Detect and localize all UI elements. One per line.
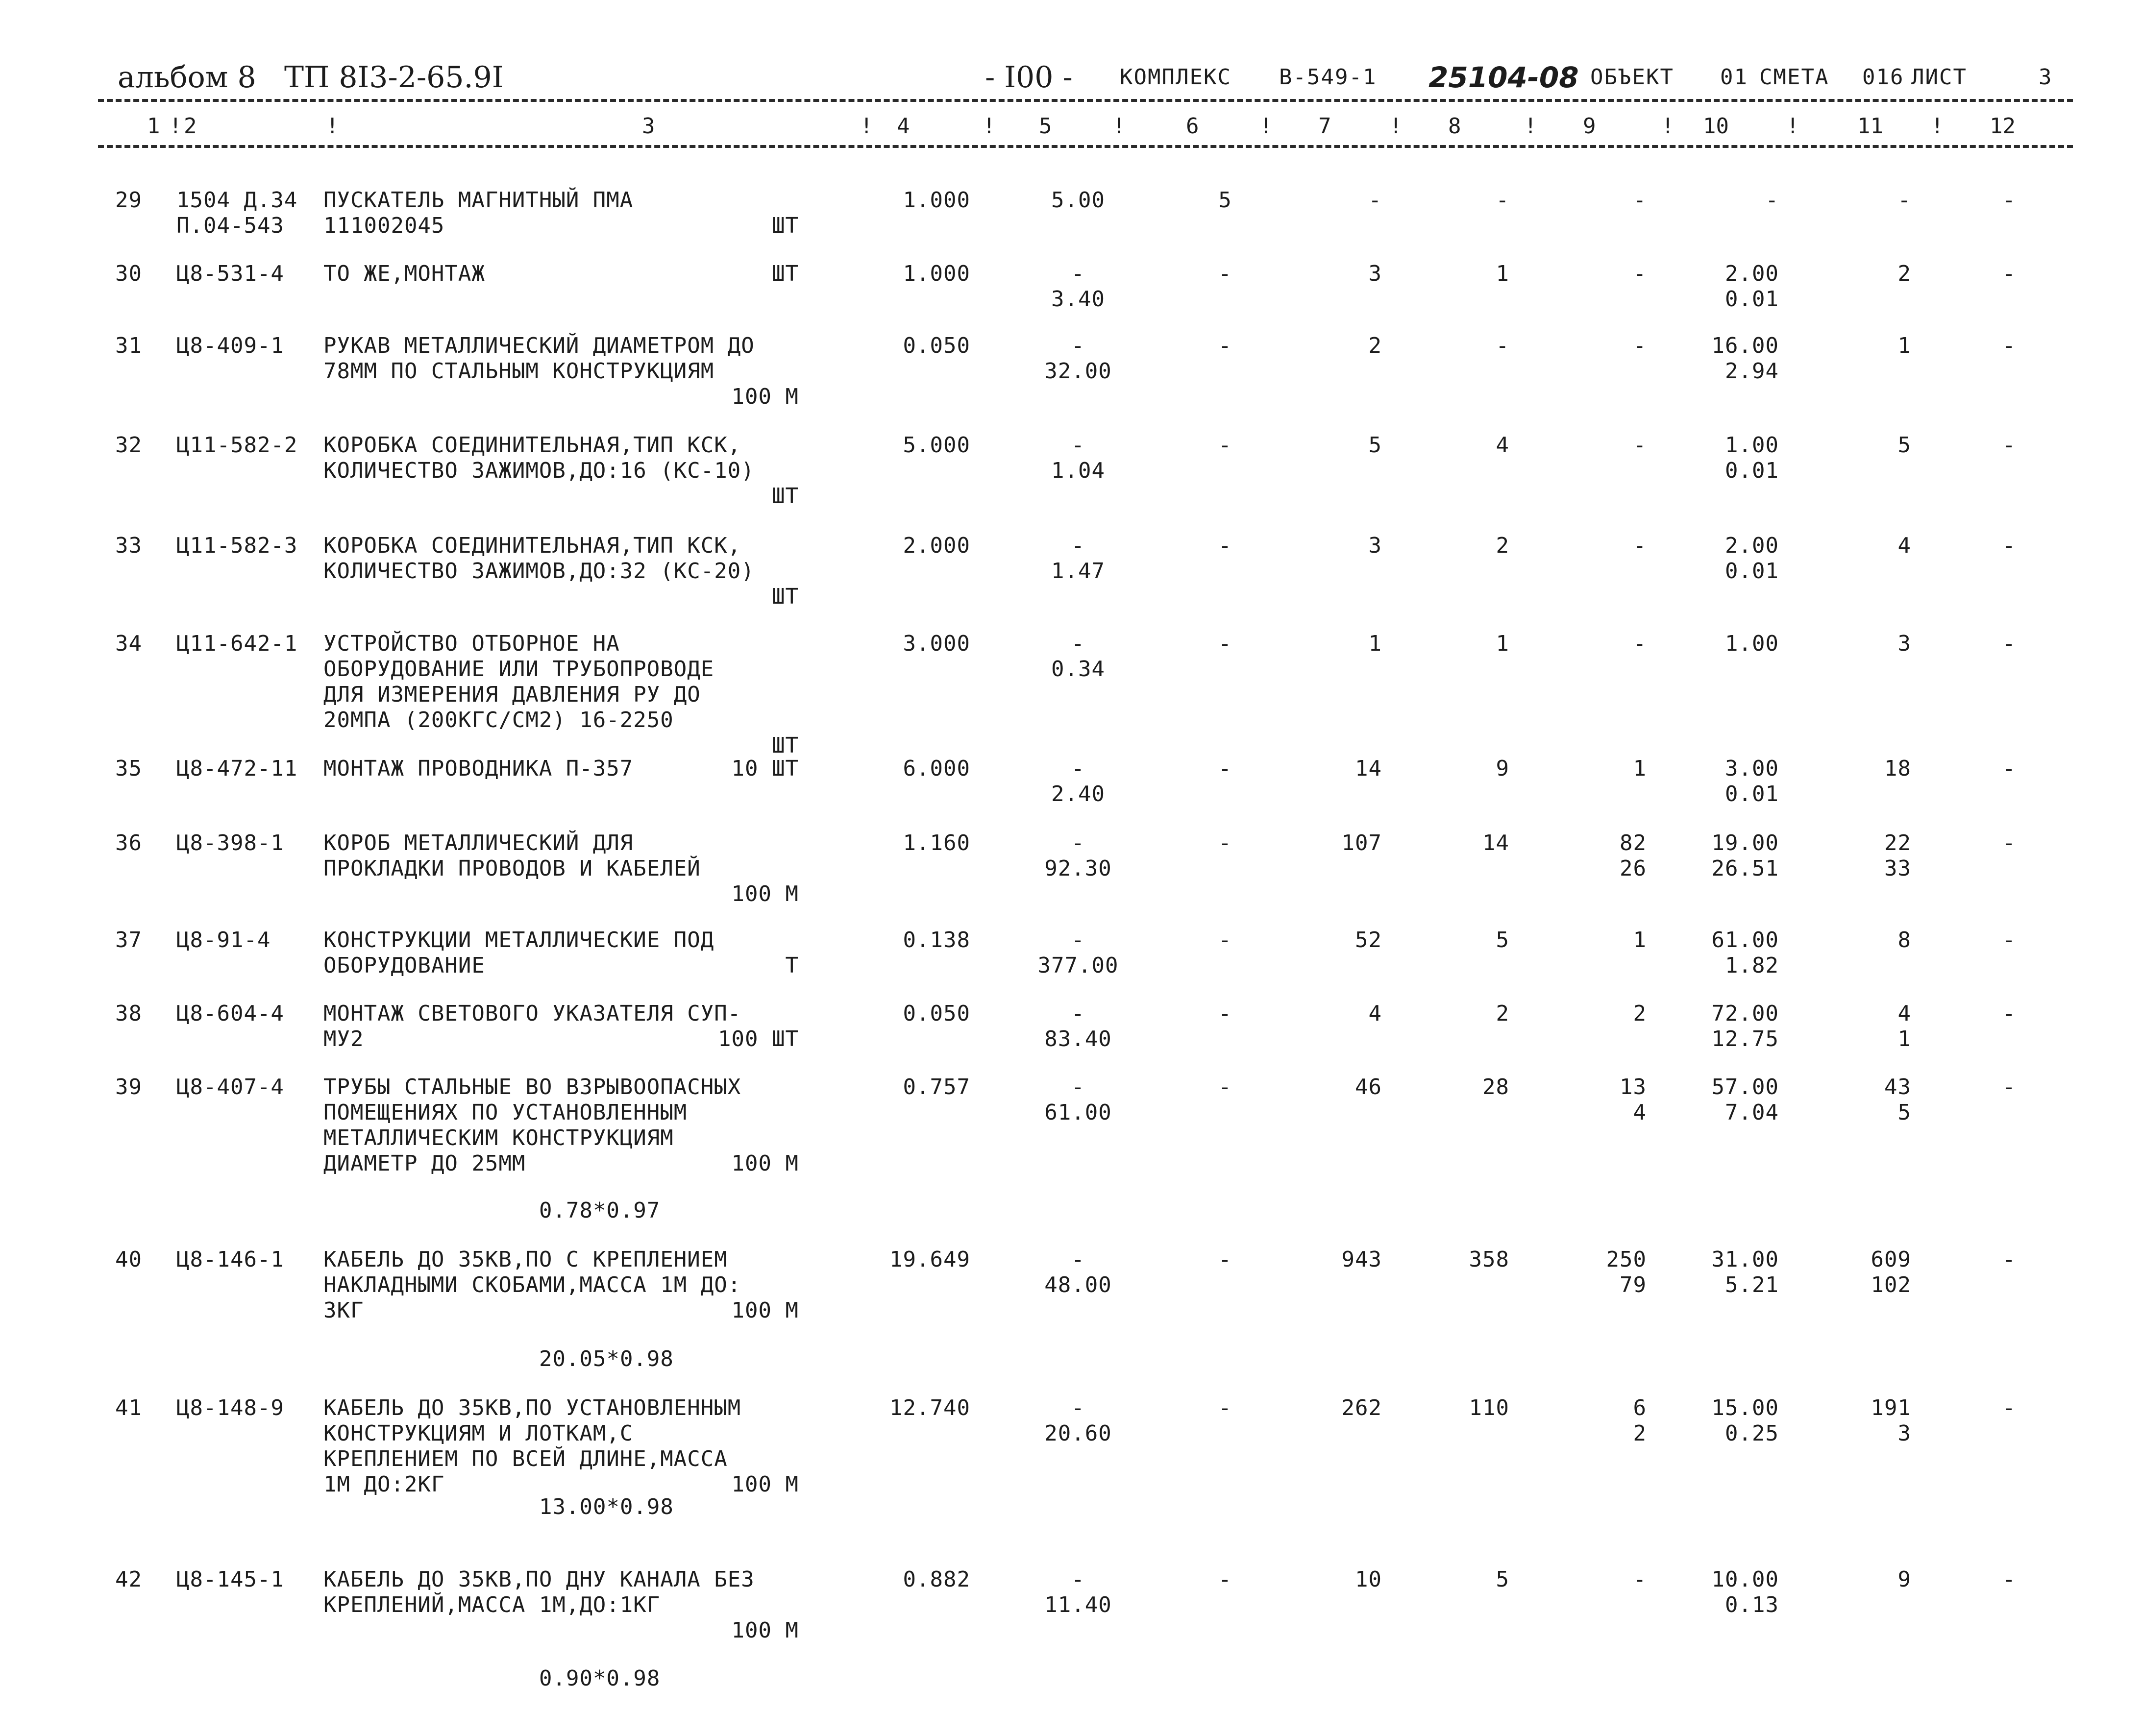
unit-price-wages: 1.04 (1051, 458, 1105, 483)
column-11-subvalue: 102 (1871, 1272, 1911, 1297)
column-11-subvalue: 1 (1897, 1027, 1911, 1051)
column-11-value: 191 (1871, 1395, 1911, 1420)
column-8-value: - (1496, 188, 1509, 213)
column-10-subvalue: 5.21 (1725, 1272, 1779, 1297)
row-number: 29 (115, 188, 142, 213)
item-description-line: 78ММ ПО СТАЛЬНЫМ КОНСТРУКЦИЯМ (323, 359, 714, 384)
resource-code: Ц8-146-1 (176, 1247, 284, 1272)
item-description-line: КАБЕЛЬ ДО 35КВ,ПО ДНУ КАНАЛА БЕЗ (323, 1567, 755, 1592)
column-7-value: 262 (1341, 1395, 1382, 1420)
column-number: 5 (1039, 114, 1052, 139)
column-6-value: - (1218, 831, 1232, 856)
item-description-line: КОРОБКА СОЕДИНИТЕЛЬНАЯ,ТИП КСК, (323, 533, 741, 558)
column-12-value: - (2002, 831, 2016, 856)
unit-price: - (1071, 1001, 1085, 1026)
column-9-value: 1 (1633, 928, 1647, 953)
item-description-line: МУ2 (323, 1027, 364, 1051)
unit-of-measure: 100 М (731, 881, 799, 906)
resource-code: Ц8-531-4 (176, 261, 284, 286)
column-6-value: - (1218, 1567, 1232, 1592)
column-8-value: 5 (1496, 928, 1509, 953)
object-label: ОБЪЕКТ (1590, 65, 1674, 90)
quantity-formula: 0.90*0.98 (539, 1666, 661, 1691)
item-description-line: КРЕПЛЕНИЕМ ПО ВСЕЙ ДЛИНЕ,МАССА (323, 1446, 728, 1471)
resource-code: Ц8-407-4 (176, 1075, 284, 1100)
resource-code: Ц8-398-1 (176, 831, 284, 856)
item-description-line: КОНСТРУКЦИЯМ И ЛОТКАМ,С (323, 1421, 634, 1446)
column-number: 12 (1990, 114, 2016, 139)
column-6-value: - (1218, 433, 1232, 458)
unit-of-measure: 100 М (731, 1618, 799, 1643)
column-9-value: 1 (1633, 756, 1647, 781)
column-12-value: - (2002, 1247, 2016, 1272)
item-description-line: КОНСТРУКЦИИ МЕТАЛЛИЧЕСКИЕ ПОД (323, 928, 714, 953)
item-description-line: 111002045 (323, 213, 445, 238)
estimate-label: СМЕТА (1759, 65, 1829, 90)
item-description-line: МЕТАЛЛИЧЕСКИМ КОНСТРУКЦИЯМ (323, 1125, 674, 1150)
column-10-subvalue: 0.25 (1725, 1421, 1779, 1446)
item-description-line: ТО ЖЕ,МОНТАЖ (323, 261, 485, 286)
row-number: 41 (115, 1395, 142, 1420)
column-separator: ! (1259, 114, 1273, 139)
unit-price-wages: 61.00 (1044, 1100, 1112, 1125)
column-6-value: - (1218, 928, 1232, 953)
quantity-formula: 20.05*0.98 (539, 1346, 674, 1371)
unit-price-wages: 48.00 (1044, 1272, 1112, 1297)
resource-code: Ц11-582-3 (176, 533, 298, 558)
unit-price: - (1071, 831, 1085, 856)
complex-label: КОМПЛЕКС (1120, 65, 1231, 90)
column-9-value: - (1633, 631, 1647, 656)
quantity-value: 5.000 (903, 433, 970, 458)
column-6-value: - (1218, 261, 1232, 286)
column-10-value: 61.00 (1711, 928, 1779, 953)
unit-of-measure: 100 М (731, 1298, 799, 1323)
item-description-line: КОЛИЧЕСТВО ЗАЖИМОВ,ДО:32 (КС-20) (323, 559, 755, 584)
column-10-subvalue: 0.13 (1725, 1592, 1779, 1617)
item-description-line: УСТРОЙСТВО ОТБОРНОЕ НА (323, 631, 620, 656)
sheet-value: 3 (2039, 65, 2053, 90)
unit-of-measure: ШТ (772, 213, 799, 238)
unit-price: - (1071, 1567, 1085, 1592)
quantity-value: 12.740 (889, 1395, 970, 1420)
unit-price: - (1071, 928, 1085, 953)
item-description-line: ОБОРУДОВАНИЕ ИЛИ ТРУБОПРОВОДЕ (323, 657, 714, 682)
column-6-value: - (1218, 333, 1232, 358)
unit-price-wages: 3.40 (1051, 287, 1105, 312)
resource-code: Ц8-148-9 (176, 1395, 284, 1420)
quantity-value: 6.000 (903, 756, 970, 781)
unit-of-measure: 10 ШТ (731, 756, 799, 781)
column-11-value: 43 (1884, 1075, 1911, 1100)
column-7-value: 5 (1368, 433, 1382, 458)
quantity-value: 19.649 (889, 1247, 970, 1272)
column-12-value: - (2002, 188, 2016, 213)
unit-price-wages: 2.40 (1051, 782, 1105, 807)
column-6-value: - (1218, 1001, 1232, 1026)
column-7-value: 107 (1341, 831, 1382, 856)
column-11-value: 1 (1897, 333, 1911, 358)
album-label: альбом 8 (118, 60, 256, 95)
row-number: 42 (115, 1567, 142, 1592)
column-7-value: 10 (1355, 1567, 1382, 1592)
column-10-value: 16.00 (1711, 333, 1779, 358)
unit-of-measure: 100 ШТ (718, 1027, 799, 1051)
column-11-value: 5 (1897, 433, 1911, 458)
column-10-subvalue: 0.01 (1725, 287, 1779, 312)
column-8-value: 5 (1496, 1567, 1509, 1592)
row-number: 39 (115, 1075, 142, 1100)
item-description-line: ДЛЯ ИЗМЕРЕНИЯ ДАВЛЕНИЯ РУ ДО (323, 682, 701, 707)
unit-price: - (1071, 1075, 1085, 1100)
column-10-value: 3.00 (1725, 756, 1779, 781)
quantity-value: 3.000 (903, 631, 970, 656)
column-8-value: 2 (1496, 1001, 1509, 1026)
column-10-value: 1.00 (1725, 433, 1779, 458)
column-11-subvalue: 5 (1897, 1100, 1911, 1125)
column-separator: ! (326, 114, 339, 139)
column-8-value: 28 (1482, 1075, 1509, 1100)
quantity-formula: 0.78*0.97 (539, 1198, 661, 1223)
item-description-line: КАБЕЛЬ ДО 35КВ,ПО УСТАНОВЛЕННЫМ (323, 1395, 741, 1420)
column-9-value: - (1633, 261, 1647, 286)
column-6-value: - (1218, 756, 1232, 781)
column-9-value: 82 (1620, 831, 1647, 856)
quantity-value: 0.757 (903, 1075, 970, 1100)
column-separator: ! (1524, 114, 1537, 139)
quantity-value: 0.050 (903, 1001, 970, 1026)
column-9-value: 13 (1620, 1075, 1647, 1100)
item-description-line: МОНТАЖ ПРОВОДНИКА П-357 (323, 756, 634, 781)
quantity-value: 1.000 (903, 188, 970, 213)
column-8-value: 14 (1482, 831, 1509, 856)
column-12-value: - (2002, 1567, 2016, 1592)
quantity-value: 2.000 (903, 533, 970, 558)
tp-code: ТП 8I3-2-65.9I (284, 60, 504, 95)
column-10-value: 2.00 (1725, 261, 1779, 286)
column-9-value: 6 (1633, 1395, 1647, 1420)
column-8-value: 4 (1496, 433, 1509, 458)
column-number: 9 (1583, 114, 1596, 139)
column-number: 11 (1857, 114, 1883, 139)
header-rule-top (98, 99, 2073, 102)
column-8-value: 1 (1496, 631, 1509, 656)
unit-of-measure: 100 М (731, 1151, 799, 1176)
column-8-value: 2 (1496, 533, 1509, 558)
column-7-value: 1 (1368, 631, 1382, 656)
quantity-value: 0.882 (903, 1567, 970, 1592)
column-7-value: 14 (1355, 756, 1382, 781)
column-12-value: - (2002, 928, 2016, 953)
complex-code: В-549-1 (1279, 65, 1377, 90)
column-6-value: - (1218, 1247, 1232, 1272)
quantity-value: 1.160 (903, 831, 970, 856)
unit-price: - (1071, 756, 1085, 781)
unit-price: - (1071, 333, 1085, 358)
unit-price-wages: 32.00 (1044, 359, 1112, 384)
unit-price-wages: 377.00 (1037, 953, 1119, 978)
sheet-label: ЛИСТ (1911, 65, 1967, 90)
resource-code: Ц11-582-2 (176, 433, 298, 458)
column-9-value: - (1633, 433, 1647, 458)
column-11-value: 9 (1897, 1567, 1911, 1592)
unit-price: - (1071, 1395, 1085, 1420)
column-10-subvalue: 0.01 (1725, 458, 1779, 483)
unit-of-measure: ШТ (772, 484, 799, 509)
row-number: 35 (115, 756, 142, 781)
quantity-value: 1.000 (903, 261, 970, 286)
unit-price: - (1071, 433, 1085, 458)
column-8-value: 110 (1469, 1395, 1509, 1420)
column-9-subvalue: 4 (1633, 1100, 1647, 1125)
unit-price: - (1071, 261, 1085, 286)
column-6-value: 5 (1218, 188, 1232, 213)
row-number: 31 (115, 333, 142, 358)
column-11-value: 609 (1871, 1247, 1911, 1272)
column-7-value: 943 (1341, 1247, 1382, 1272)
item-description-line: НАКЛАДНЫМИ СКОБАМИ,МАССА 1М ДО: (323, 1272, 741, 1297)
column-10-value: 57.00 (1711, 1075, 1779, 1100)
column-9-value: 2 (1633, 1001, 1647, 1026)
column-11-subvalue: 33 (1884, 856, 1911, 881)
column-separator: ! (1112, 114, 1126, 139)
column-number: 4 (897, 114, 910, 139)
column-11-value: 22 (1884, 831, 1911, 856)
unit-price-wages: 1.47 (1051, 559, 1105, 584)
column-9-value: - (1633, 533, 1647, 558)
column-9-value: 250 (1606, 1247, 1647, 1272)
column-9-value: - (1633, 188, 1647, 213)
handwritten-code: 25104-08 (1428, 61, 1579, 94)
column-7-value: 46 (1355, 1075, 1382, 1100)
column-separator: ! (169, 114, 182, 139)
item-description-line: ПУСКАТЕЛЬ МАГНИТНЫЙ ПМА (323, 188, 634, 213)
item-description-line: ДИАМЕТР ДО 25ММ (323, 1151, 526, 1176)
unit-price-wages: 0.34 (1051, 657, 1105, 682)
column-number: 8 (1448, 114, 1461, 139)
column-10-value: 31.00 (1711, 1247, 1779, 1272)
unit-of-measure: Т (785, 953, 799, 978)
page-number: - I00 - (985, 60, 1073, 95)
column-6-value: - (1218, 533, 1232, 558)
item-description-line: 20МПА (200КГС/СМ2) 16-2250 (323, 708, 674, 733)
item-description-line: КОЛИЧЕСТВО ЗАЖИМОВ,ДО:16 (КС-10) (323, 458, 755, 483)
column-11-value: 8 (1897, 928, 1911, 953)
column-12-value: - (2002, 1001, 2016, 1026)
column-7-value: 4 (1368, 1001, 1382, 1026)
item-description-line: ПРОКЛАДКИ ПРОВОДОВ И КАБЕЛЕЙ (323, 856, 701, 881)
column-number: 2 (184, 114, 197, 139)
column-9-subvalue: 26 (1620, 856, 1647, 881)
resource-code: Ц8-472-11 (176, 756, 298, 781)
column-12-value: - (2002, 261, 2016, 286)
column-8-value: 358 (1469, 1247, 1509, 1272)
column-separator: ! (983, 114, 996, 139)
resource-code: 1504 Д.34 (176, 188, 298, 213)
column-11-value: 4 (1897, 1001, 1911, 1026)
column-11-value: 3 (1897, 631, 1911, 656)
header-rule-bottom (98, 145, 2073, 148)
column-6-value: - (1218, 1075, 1232, 1100)
unit-of-measure: ШТ (772, 733, 799, 758)
column-separator: ! (1786, 114, 1799, 139)
column-9-subvalue: 2 (1633, 1421, 1647, 1446)
row-number: 32 (115, 433, 142, 458)
column-separator: ! (1389, 114, 1403, 139)
column-11-subvalue: 3 (1897, 1421, 1911, 1446)
resource-code-secondary: П.04-543 (176, 213, 284, 238)
column-10-value: 15.00 (1711, 1395, 1779, 1420)
column-number: 7 (1318, 114, 1331, 139)
row-number: 34 (115, 631, 142, 656)
column-8-value: - (1496, 333, 1509, 358)
column-number: 3 (642, 114, 655, 139)
column-10-value: 10.00 (1711, 1567, 1779, 1592)
unit-price-wages: 11.40 (1044, 1592, 1112, 1617)
column-10-subvalue: 26.51 (1711, 856, 1779, 881)
row-number: 37 (115, 928, 142, 953)
item-description-line: КАБЕЛЬ ДО 35КВ,ПО С КРЕПЛЕНИЕМ (323, 1247, 728, 1272)
column-9-subvalue: 79 (1620, 1272, 1647, 1297)
column-10-subvalue: 0.01 (1725, 782, 1779, 807)
row-number: 33 (115, 533, 142, 558)
column-separator: ! (1931, 114, 1944, 139)
column-8-value: 1 (1496, 261, 1509, 286)
resource-code: Ц8-91-4 (176, 928, 271, 953)
quantity-value: 0.138 (903, 928, 970, 953)
column-10-subvalue: 7.04 (1725, 1100, 1779, 1125)
column-8-value: 9 (1496, 756, 1509, 781)
column-12-value: - (2002, 631, 2016, 656)
column-10-value: 19.00 (1711, 831, 1779, 856)
object-value: 01 (1720, 65, 1748, 90)
column-7-value: 3 (1368, 261, 1382, 286)
resource-code: Ц8-409-1 (176, 333, 284, 358)
column-7-value: 52 (1355, 928, 1382, 953)
column-10-value: - (1765, 188, 1779, 213)
unit-of-measure: 100 М (731, 1472, 799, 1497)
row-number: 36 (115, 831, 142, 856)
item-description-line: РУКАВ МЕТАЛЛИЧЕСКИЙ ДИАМЕТРОМ ДО (323, 333, 755, 358)
quantity-formula: 13.00*0.98 (539, 1494, 674, 1519)
unit-price-wages: 20.60 (1044, 1421, 1112, 1446)
column-7-value: - (1368, 188, 1382, 213)
unit-price: - (1071, 631, 1085, 656)
item-description-line: ТРУБЫ СТАЛЬНЫЕ ВО ВЗРЫВООПАСНЫХ (323, 1075, 741, 1100)
column-12-value: - (2002, 1075, 2016, 1100)
item-description-line: КОРОБКА СОЕДИНИТЕЛЬНАЯ,ТИП КСК, (323, 433, 741, 458)
estimate-value: 016 (1862, 65, 1904, 90)
column-10-subvalue: 0.01 (1725, 559, 1779, 584)
unit-of-measure: 100 М (731, 384, 799, 409)
column-11-value: 4 (1897, 533, 1911, 558)
column-11-value: 18 (1884, 756, 1911, 781)
quantity-value: 0.050 (903, 333, 970, 358)
column-number: 10 (1703, 114, 1729, 139)
unit-price: - (1071, 533, 1085, 558)
column-12-value: - (2002, 333, 2016, 358)
column-10-value: 2.00 (1725, 533, 1779, 558)
row-number: 40 (115, 1247, 142, 1272)
row-number: 38 (115, 1001, 142, 1026)
resource-code: Ц8-604-4 (176, 1001, 284, 1026)
column-12-value: - (2002, 533, 2016, 558)
column-9-value: - (1633, 333, 1647, 358)
column-12-value: - (2002, 433, 2016, 458)
unit-price-wages: 83.40 (1044, 1027, 1112, 1051)
column-12-value: - (2002, 756, 2016, 781)
column-12-value: - (2002, 1395, 2016, 1420)
column-10-subvalue: 12.75 (1711, 1027, 1779, 1051)
column-separator: ! (1661, 114, 1674, 139)
unit-price: - (1071, 1247, 1085, 1272)
item-description-line: ОБОРУДОВАНИЕ (323, 953, 485, 978)
unit-of-measure: ШТ (772, 261, 799, 286)
column-number: 1 (147, 114, 160, 139)
item-description-line: КОРОБ МЕТАЛЛИЧЕСКИЙ ДЛЯ (323, 831, 634, 856)
resource-code: Ц11-642-1 (176, 631, 298, 656)
item-description-line: ПОМЕЩЕНИЯХ ПО УСТАНОВЛЕННЫМ (323, 1100, 688, 1125)
column-9-value: - (1633, 1567, 1647, 1592)
column-7-value: 3 (1368, 533, 1382, 558)
column-6-value: - (1218, 631, 1232, 656)
column-number: 6 (1186, 114, 1199, 139)
resource-code: Ц8-145-1 (176, 1567, 284, 1592)
item-description-line: МОНТАЖ СВЕТОВОГО УКАЗАТЕЛЯ СУП- (323, 1001, 741, 1026)
item-description-line: 1М ДО:2КГ (323, 1472, 445, 1497)
column-10-subvalue: 1.82 (1725, 953, 1779, 978)
column-separator: ! (860, 114, 873, 139)
item-description-line: КРЕПЛЕНИЙ,МАССА 1М,ДО:1КГ (323, 1592, 661, 1617)
column-11-value: - (1897, 188, 1911, 213)
column-6-value: - (1218, 1395, 1232, 1420)
column-11-value: 2 (1897, 261, 1911, 286)
unit-of-measure: ШТ (772, 584, 799, 609)
unit-price-wages: 92.30 (1044, 856, 1112, 881)
column-10-subvalue: 2.94 (1725, 359, 1779, 384)
row-number: 30 (115, 261, 142, 286)
column-10-value: 72.00 (1711, 1001, 1779, 1026)
column-10-value: 1.00 (1725, 631, 1779, 656)
item-description-line: 3КГ (323, 1298, 364, 1323)
column-7-value: 2 (1368, 333, 1382, 358)
unit-price: 5.00 (1051, 188, 1105, 213)
